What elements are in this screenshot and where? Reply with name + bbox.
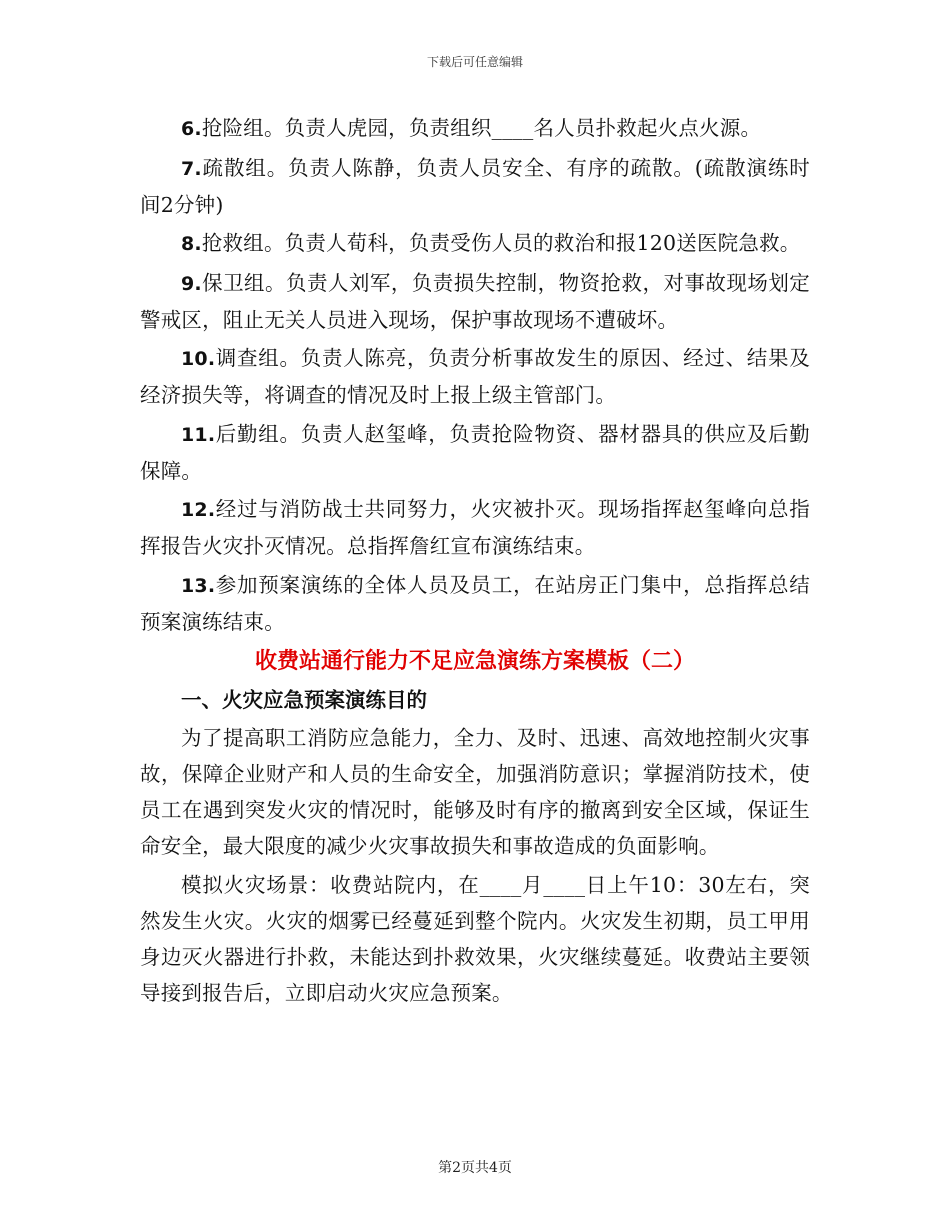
item-number: 10. <box>181 348 216 370</box>
section-title: 收费站通行能力不足应急演练方案模板（二） <box>254 649 695 674</box>
item-text: 抢救组。负责人荀科，负责受伤人员的救治和报120送医院急救。 <box>201 231 801 255</box>
item-text: 疏散组。负责人陈静，负责人员安全、有序的疏散。(疏散演练时间2分钟) <box>140 155 810 217</box>
item-number: 11. <box>181 423 216 446</box>
document-body <box>140 110 810 1013</box>
item-text: 后勤组。负责人赵玺峰，负责抢险物资、器材器具的供应及后勤保障。 <box>140 421 810 483</box>
item-number: 13. <box>181 574 216 597</box>
item-number: 6. <box>181 118 202 140</box>
list-item-6 <box>140 110 810 147</box>
section-heading: 一、火灾应急预案演练目的 <box>181 688 427 712</box>
list-item-7 <box>140 150 810 223</box>
item-text: 经过与消防战士共同努力，火灾被扑灭。现场指挥赵玺峰向总指挥报告火灾扑灭情况。总指挥詹红宣布演练结束。 <box>140 497 810 558</box>
item-number: 8. <box>181 233 202 255</box>
list-item-11 <box>140 416 810 489</box>
item-text: 调查组。负责人陈亮，负责分析事故发生的原因、经过、结果及经济损失等，将调查的情况及时上报上级主管部门。 <box>140 346 810 407</box>
page-header: 下载后可任意编辑 <box>426 55 523 69</box>
item-number: 12. <box>181 499 216 521</box>
list-item-9 <box>140 265 810 338</box>
body-paragraph: 模拟火灾场景：收费站院内，在____月____日上午10：30左右，突然发生火灾。火灾的烟雾已经蔓延到整个院内。火灾发生初期，员工甲用身边灭火器进行扑救，未能达到扑救效果，火灾继续蔓延。收费站主要领导接到报告后，立即启动火灾应急预案。 <box>140 872 810 1005</box>
item-number: 9. <box>181 272 202 295</box>
page-footer: 第2页共4页 <box>438 1160 512 1176</box>
item-number: 7. <box>181 157 202 180</box>
item-text: 保卫组。负责人刘军，负责损失控制，物资抢救，对事故现场划定警戒区，阻止无关人员进入现场，保护事故现场不遭破坏。 <box>140 270 810 332</box>
list-item-12 <box>140 491 810 564</box>
list-item-10 <box>140 340 810 413</box>
item-text: 抢险组。负责人虎园，负责组织____名人员扑救起火点火源。 <box>201 116 762 140</box>
list-item-8 <box>140 225 810 262</box>
body-paragraph: 为了提高职工消防应急能力，全力、及时、迅速、高效地控制火灾事故，保障企业财产和人员的生命安全，加强消防意识；掌握消防技术，使员工在遇到突发火灾的情况时，能够及时有序的撤离到安全区域，保证生命安全，最大限度的减少火灾事故损失和事故造成的负面影响。 <box>140 726 810 858</box>
list-item-13 <box>140 567 810 640</box>
item-text: 参加预案演练的全体人员及员工，在站房正门集中，总指挥总结预案演练结束。 <box>140 572 810 634</box>
